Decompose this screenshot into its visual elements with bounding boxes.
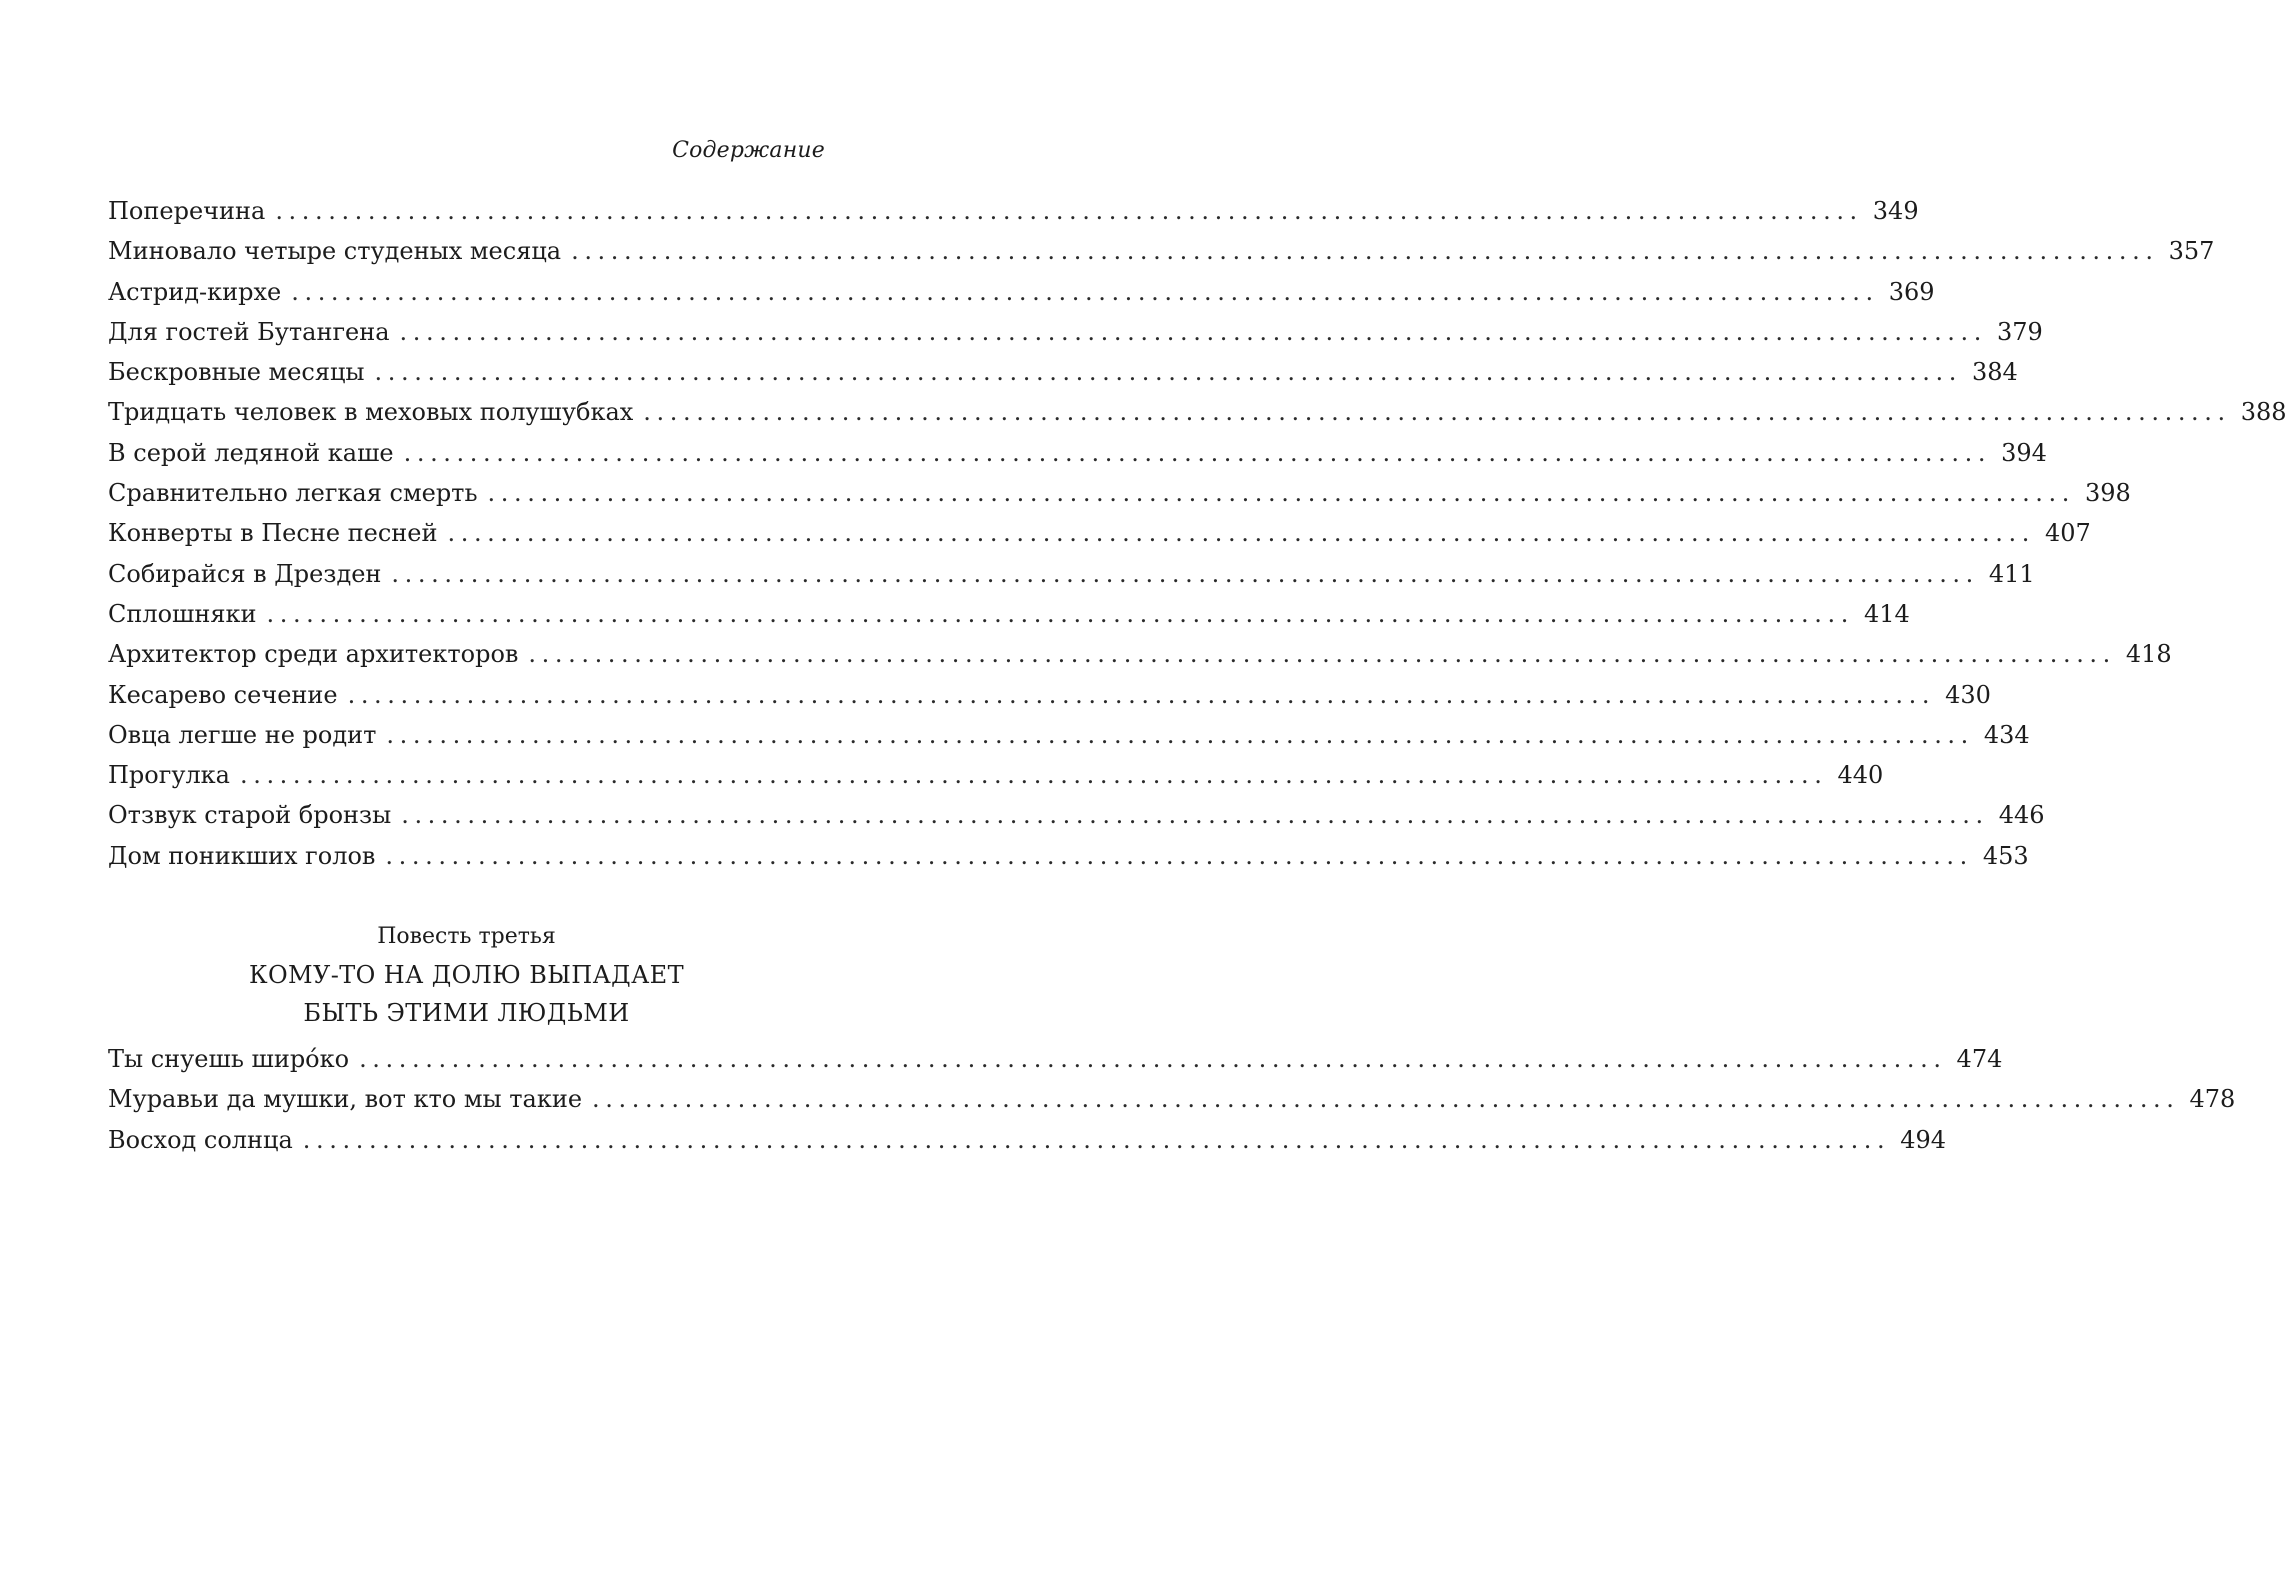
toc-entry xyxy=(108,715,2030,755)
toc-entry-page: 384 xyxy=(1972,358,2018,387)
part-title-line: КОМУ-ТО НА ДОЛЮ ВЫПАДАЕТ xyxy=(249,961,684,989)
toc-leader-dots: ........................................................................................................................ xyxy=(447,519,2035,548)
toc-entry xyxy=(108,513,2091,553)
toc-entry xyxy=(108,755,1884,795)
toc-entry xyxy=(108,554,2035,594)
toc-entry-title: Собирайся в Дрезден xyxy=(108,554,391,594)
toc-entry-page: 407 xyxy=(2044,519,2091,548)
toc-leader-dots: ........................................................................................................................ xyxy=(240,761,1828,790)
toc-entry-page: 430 xyxy=(1945,680,1991,709)
toc-leader-dots: ........................................................................................................................ xyxy=(643,398,2231,427)
toc-leader-dots: ........................................................................................................................ xyxy=(302,1125,1891,1154)
toc-entry xyxy=(108,1039,2003,1079)
toc-entry xyxy=(108,1079,2236,1119)
toc-entry-page: 474 xyxy=(1956,1045,2003,1073)
toc-entry-title: Тридцать человек в меховых полушубках xyxy=(108,392,643,432)
toc-entry-page: 349 xyxy=(1872,197,1919,225)
toc-entry-title: Конверты в Песне песней xyxy=(108,513,447,553)
toc-entry-title: Миновало четыре студеных месяца xyxy=(108,231,571,271)
toc-entry-title: Отзвук старой бронзы xyxy=(108,795,401,835)
toc-list-part-three xyxy=(108,1039,2236,1160)
toc-entry-title: Овца легше не родит xyxy=(108,715,386,755)
toc-entry xyxy=(108,312,2043,352)
toc-entry xyxy=(108,191,1919,231)
toc-entry-page: 440 xyxy=(1837,761,1884,790)
toc-entry-title: Бескровные месяцы xyxy=(108,352,375,392)
toc-leader-dots: ........................................................................................................................ xyxy=(528,640,2116,669)
toc-entry-page: 478 xyxy=(2189,1085,2236,1114)
toc-entry-title: Для гостей Бутангена xyxy=(108,312,400,352)
toc-leader-dots: ........................................................................................................................ xyxy=(386,720,1974,749)
toc-list-part-two xyxy=(108,191,2287,876)
toc-leader-dots: ........................................................................................................................ xyxy=(291,277,1879,306)
toc-leader-dots: ........................................................................................................................ xyxy=(401,801,1989,830)
toc-entry-title: Прогулка xyxy=(108,755,240,795)
toc-entry-title: Восход солнца xyxy=(108,1120,303,1160)
toc-entry-title: В серой ледяной каше xyxy=(108,433,404,473)
toc-entry xyxy=(108,594,1910,634)
toc-entry-title: Дом поникших голов xyxy=(108,836,385,876)
toc-entry-page: 394 xyxy=(2001,438,2047,467)
toc-entry-page: 446 xyxy=(1998,801,2045,830)
toc-leader-dots: ........................................................................................................................ xyxy=(592,1085,2180,1114)
toc-entry-page: 357 xyxy=(2168,237,2215,266)
toc-leader-dots: ........................................................................................................................ xyxy=(385,841,1973,870)
toc-entry xyxy=(108,433,2047,473)
toc-leader-dots: ........................................................................................................................ xyxy=(266,599,1854,628)
toc-entry-page: 388 xyxy=(2240,398,2287,427)
toc-entry xyxy=(108,1120,1947,1160)
toc-leader-dots: ........................................................................................................................ xyxy=(399,317,1987,346)
toc-leader-dots: ........................................................................................................................ xyxy=(347,680,1936,709)
toc-entry-title: Сплошняки xyxy=(108,594,267,634)
running-head: Содержание xyxy=(672,138,825,163)
toc-entry-page: 494 xyxy=(1900,1125,1947,1154)
toc-entry-page: 379 xyxy=(1997,317,2043,346)
toc-entry-title: Ты снуешь широ́ко xyxy=(108,1039,359,1079)
toc-leader-dots: ........................................................................................................................ xyxy=(487,479,2075,508)
toc-entry-title: Поперечина xyxy=(108,191,275,231)
toc-entry-title: Архитектор среди архитекторов xyxy=(108,634,528,674)
toc-entry xyxy=(108,473,2131,513)
toc-entry-page: 398 xyxy=(2085,479,2131,508)
toc-entry-title: Астрид-кирхе xyxy=(108,272,291,312)
toc-leader-dots: ........................................................................................................................ xyxy=(374,358,1962,387)
toc-entry xyxy=(108,675,1991,715)
toc-entry xyxy=(108,231,2215,271)
toc-entry xyxy=(108,392,2287,432)
part-three-heading xyxy=(108,918,825,1032)
toc-leader-dots: ........................................................................................................................ xyxy=(571,237,2159,266)
toc-entry-title: Сравнительно легкая смерть xyxy=(108,473,488,513)
toc-entry-page: 418 xyxy=(2125,640,2172,669)
toc-entry-page: 453 xyxy=(1982,841,2029,870)
toc-entry xyxy=(108,352,2018,392)
toc-leader-dots: ........................................................................................................................ xyxy=(391,559,1979,588)
part-kicker: Повесть третья xyxy=(377,924,556,949)
toc-entry-page: 411 xyxy=(1988,559,2035,588)
toc-entry-title: Кесарево сечение xyxy=(108,675,348,715)
toc-entry xyxy=(108,634,2172,674)
toc-entry xyxy=(108,272,1935,312)
toc-entry-page: 414 xyxy=(1863,599,1910,628)
toc-leader-dots: ........................................................................................................................ xyxy=(403,438,1992,467)
toc-entry xyxy=(108,795,2045,835)
toc-entry-page: 434 xyxy=(1983,720,2030,749)
toc-entry-title: Муравьи да мушки, вот кто мы такие xyxy=(108,1079,592,1119)
toc-entry xyxy=(108,836,2029,876)
toc-leader-dots: ........................................................................................................................ xyxy=(275,197,1863,225)
toc-leader-dots: ........................................................................................................................ xyxy=(359,1045,1947,1073)
part-title-line: БЫТЬ ЭТИМИ ЛЮДЬМИ xyxy=(303,999,630,1027)
toc-entry-page: 369 xyxy=(1888,277,1935,306)
